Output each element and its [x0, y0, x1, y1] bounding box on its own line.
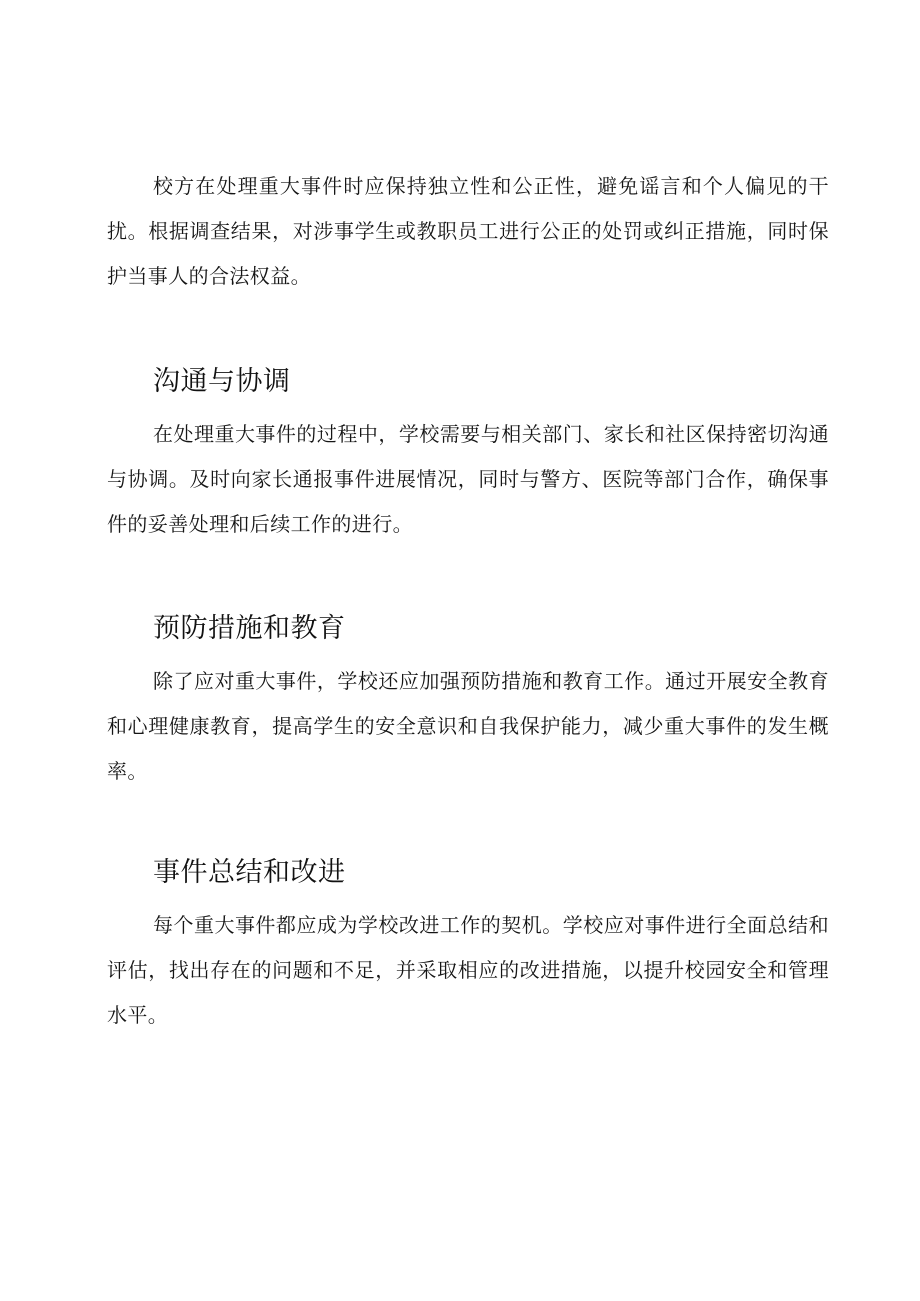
section-summary-body [107, 903, 829, 1038]
heading-summary: 事件总结和改进 [153, 857, 346, 888]
section-prevention [107, 609, 829, 649]
paragraph-summary: 每个重大事件都应成为学校改进工作的契机。学校应对事件进行全面总结和评估，找出存在的问题和不足，并采取相应的改进措施，以提升校园安全和管理水平。 [107, 913, 829, 1027]
paragraph-communication: 在处理重大事件的过程中，学校需要与相关部门、家长和社区保持密切沟通与协调。及时向家长通报事件进展情况，同时与警方、医院等部门合作，确保事件的妥善处理和后续工作的进行。 [107, 422, 829, 536]
heading-prevention: 预防措施和教育 [153, 613, 346, 644]
section-summary [107, 853, 829, 893]
section-prevention-body [107, 659, 829, 794]
paragraph-impartial-handling: 校方在处理重大事件时应保持独立性和公正性，避免谣言和个人偏见的干扰。根据调查结果，对涉事学生或教职员工进行公正的处罚或纠正措施，同时保护当事人的合法权益。 [107, 174, 829, 288]
section-impartial-handling [107, 164, 829, 299]
section-communication-body [107, 412, 829, 547]
heading-communication: 沟通与协调 [153, 366, 291, 397]
paragraph-prevention: 除了应对重大事件，学校还应加强预防措施和教育工作。通过开展安全教育和心理健康教育，提高学生的安全意识和自我保护能力，减少重大事件的发生概率。 [107, 669, 829, 783]
section-communication [107, 362, 829, 402]
